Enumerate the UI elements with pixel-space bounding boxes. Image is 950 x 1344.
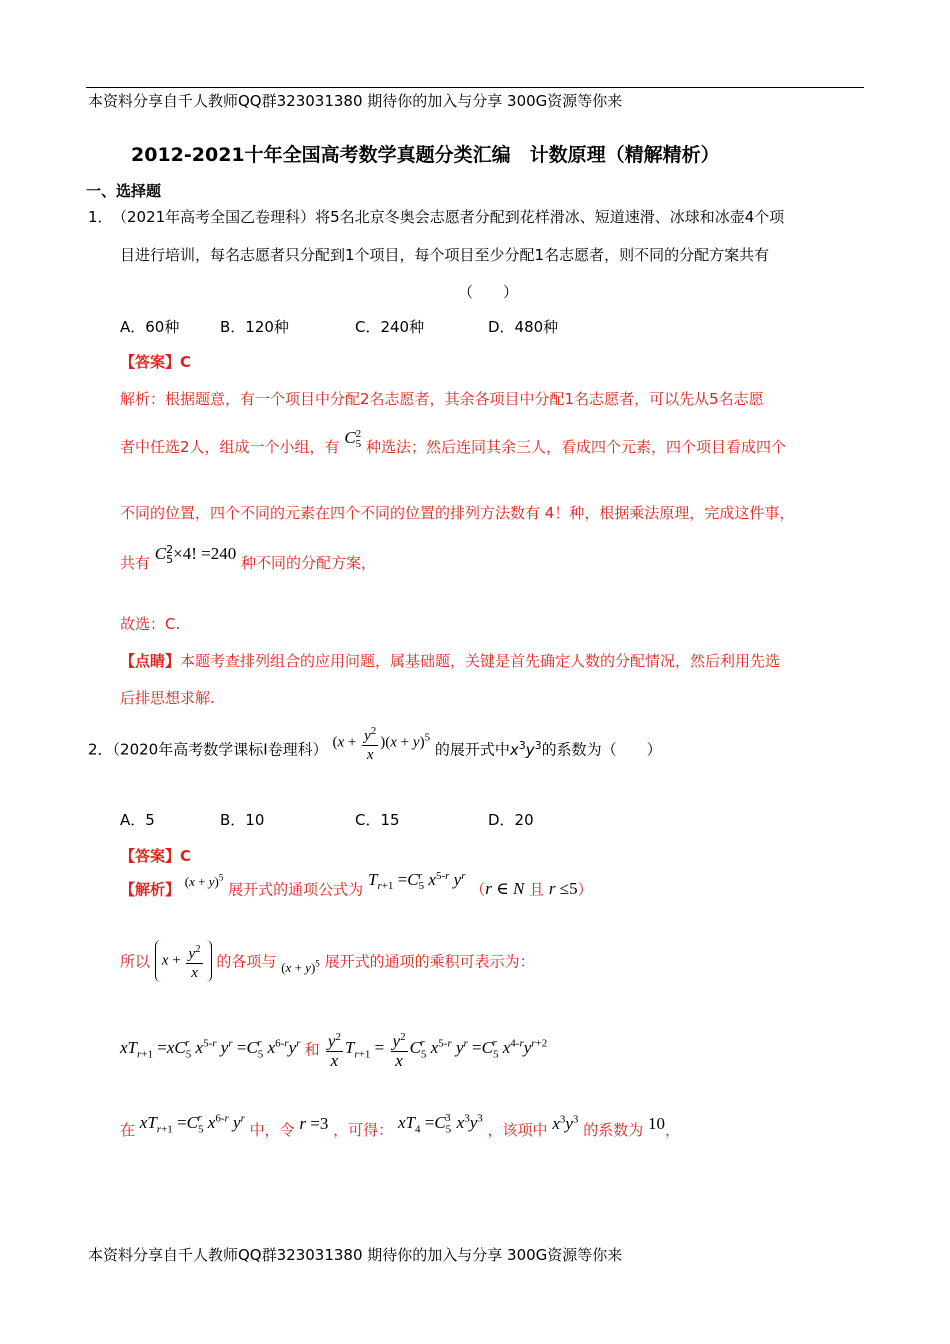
q2-option-c: C．15: [355, 811, 400, 829]
q2-cond-element: ∈: [491, 879, 513, 898]
q2-analysis-line4c: ，可得：: [333, 1121, 394, 1140]
q2-cond-r: r: [548, 879, 556, 898]
q2-analysis-line2b: 的各项与: [216, 952, 277, 971]
q2-line4-term: $xT_{r+1} =C_5^r$ $x^{6-r}$ $y^r$: [139, 1112, 245, 1136]
q2-general-term: $T_{r+1} =C_5^r$ $x^{5-r}$ $y^r$: [367, 870, 466, 892]
q1-total-formula: C 2 5 ×4! =240: [154, 542, 237, 566]
q1-total-formula-text: ×4! =240: [173, 544, 237, 564]
q2-analysis-line4e: 的系数为: [583, 1121, 644, 1140]
q1-point-line2: 后排思想求解.: [120, 689, 215, 707]
q1-combination-formula: C 2 5: [344, 428, 362, 451]
q1-analysis-line3: 不同的位置，四个不同的元素在四个不同的位置的排列方法数有 4！种，根据乘法原理，完成这件事，: [120, 504, 795, 522]
q1-point-line1: [120, 650, 780, 671]
q1-analysis-line2b: 种选法；然后连同其余三人，看成四个元素，四个项目看成四个: [365, 438, 786, 457]
q2-analysis-line1-end: ）: [577, 880, 593, 899]
q2-analysis-line4d: ，该项中: [487, 1121, 548, 1140]
q2-answer-label: 【答案】: [120, 847, 181, 865]
q2-analysis-line3-and: 和: [304, 1040, 320, 1059]
q1-point-label: 【点睛】: [120, 652, 181, 670]
q2-analysis-line2a: 所以: [120, 952, 151, 971]
q1-analysis-line1: 解析：根据题意，有一个项目中分配2名志愿者，其余各项目中分配1名志愿者，可以先从5名志愿: [120, 390, 764, 408]
q2-binomial-2: $(x + y)^5$: [281, 958, 320, 975]
page-title: 2012-2021十年全国高考数学真题分类汇编 计数原理（精解精析）: [131, 144, 720, 166]
q2-cond-le: ≤5: [555, 879, 578, 898]
q2-analysis-line1-cond: （: [470, 880, 486, 899]
q1-analysis-line4b: 种不同的分配方案，: [241, 554, 377, 572]
q1-answer: [120, 351, 191, 372]
q2-analysis-line4: [120, 1112, 681, 1141]
q1-analysis-line4a: 共有: [120, 554, 151, 572]
q2-answer-value: C: [180, 847, 192, 865]
q1-answer-label: 【答案】: [120, 353, 181, 371]
q1-option-c: C．240种: [355, 318, 425, 336]
q2-product-2: $\frac{y^2}{x}$ $T_{r+1}$ = $\frac{y^2}{x}$ $C_5^r$ $x^{5-r}$ $y^r =C_5^r$ $x^{4-r}y^{r+2}$: [324, 1038, 547, 1057]
q2-analysis-line2c: 展开式的通项的乘积可表示为：: [324, 952, 535, 971]
q2-stem-b: 的展开式中: [434, 740, 510, 759]
q1-number: 1．: [88, 208, 113, 226]
footer-text: 本资料分享自千人教师QQ群323031380 期待你的加入与分享 300G资源等你来: [88, 1246, 623, 1264]
q2-number: 2．: [88, 740, 113, 759]
q2-coefficient: 10: [648, 1113, 665, 1133]
q1-answer-value: C: [180, 353, 192, 371]
q2-option-b: B．10: [220, 811, 265, 829]
section-heading: 一、选择题: [86, 182, 162, 200]
q2-bracket-expr: x + $\frac{y^2}{x}$: [155, 940, 212, 982]
q2-analysis-line1: [120, 870, 593, 900]
q2-answer: [120, 845, 191, 866]
q2-line4-x3y3: $x^3y^3$: [552, 1113, 579, 1133]
q2-stem-a: （2020年高考数学课标Ⅰ卷理科）: [112, 740, 328, 759]
q1-analysis-line2: [120, 428, 786, 457]
q1-conclusion: 故选：C.: [120, 615, 181, 633]
q2-analysis-line4b: 中，令: [249, 1121, 295, 1140]
q2-product-1: $xT_{r+1} =xC_5^r$ $x^{5-r}$ $y^r =C_5^r$ $x^{6-r}y^r$: [120, 1037, 301, 1061]
q2-analysis-line1a: 展开式的通项公式为: [228, 880, 364, 899]
q2-cond-r-in-n: r: [485, 879, 492, 898]
q2-option-a: A．5: [120, 811, 155, 829]
q1-stem-line1: （2021年高考全国乙卷理科）将5名北京冬奥会志愿者分配到花样滑冰、短道速滑、冰球和冰壶4个项: [112, 208, 785, 226]
q2-line4-r: r =3: [299, 1113, 329, 1133]
q1-option-b: B．120种: [220, 318, 289, 336]
q2-cond-n: N: [513, 879, 525, 898]
q2-analysis-line4a: 在: [120, 1121, 136, 1140]
header-text: 本资料分享自千人教师QQ群323031380 期待你的加入与分享 300G资源等你来: [88, 92, 623, 110]
q1-option-a: A．60种: [120, 318, 180, 336]
q1-point-text: 本题考查排列组合的应用问题，属基础题，关键是首先确定人数的分配情况，然后利用先选: [180, 652, 781, 670]
q2-stem: [88, 725, 662, 770]
q1-option-d: D．480种: [488, 318, 559, 336]
q1-analysis-line2a: 者中任选2人，组成一个小组，有: [120, 438, 340, 457]
q2-analysis-label: 【解析】: [120, 880, 181, 899]
q1-analysis-line4: [120, 542, 377, 573]
q2-analysis-line2: [120, 940, 535, 982]
q2-binomial: $(x + y)^5$: [184, 872, 224, 889]
q1-blank: （ ）: [458, 283, 519, 301]
q2-stem-c: 的系数为（ ）: [541, 740, 662, 759]
header-rule: [86, 87, 864, 88]
q2-analysis-line4-end: ，: [665, 1121, 681, 1140]
q2-term: $x^3y^3$: [509, 739, 542, 759]
q2-expression: (x + $\frac{y^2}{x}$ )$(x + y)^5$: [332, 722, 430, 764]
q2-analysis-line1-and: 且: [529, 880, 545, 899]
q1-stem-line2: 目进行培训，每名志愿者只分配到1个项目，每个项目至少分配1名志愿者，则不同的分配方案共有: [120, 246, 770, 264]
q2-line4-t4: $xT_4 =C_5^3$ $x^3y^3$: [397, 1112, 483, 1136]
q2-option-d: D．20: [488, 811, 534, 829]
q2-analysis-line3: [120, 1028, 547, 1070]
